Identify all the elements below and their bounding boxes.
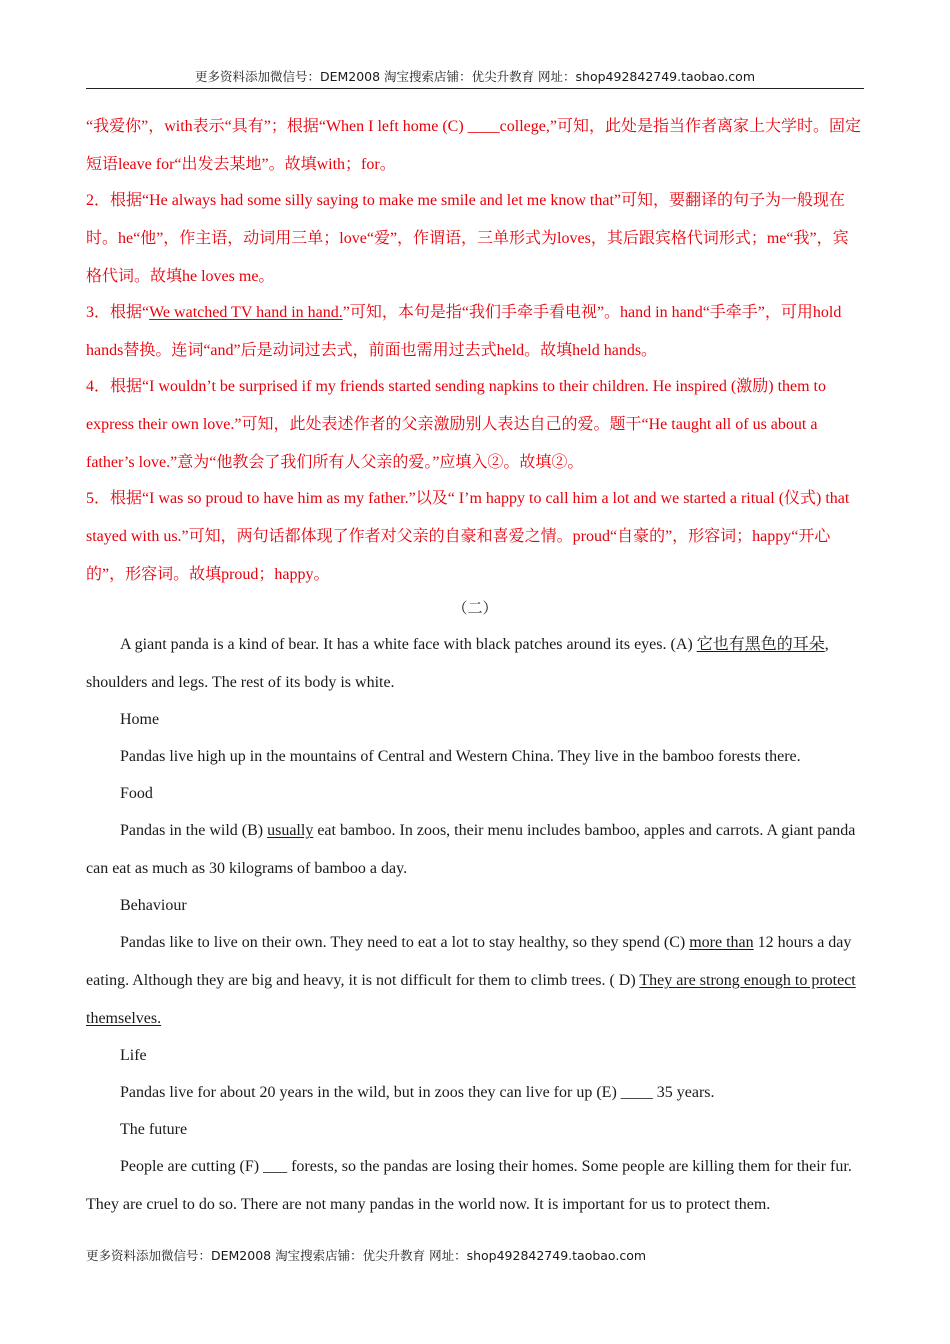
p3-text-a: Pandas in the wild (B) (120, 822, 268, 839)
passage-paragraph-4 (86, 924, 864, 1038)
passage-paragraph-1 (86, 626, 864, 702)
p4-text-a: Pandas like to live on their own. They need to eat a lot to stay healthy, so they spend (C) (120, 934, 690, 951)
answer-1 (86, 108, 864, 184)
section-title: （二） (452, 601, 498, 617)
document-body (86, 108, 864, 1224)
answer-3-explanation: ”可知，本句是指“我们手牵手看电视”。hand in hand“手牵手”，可用hold hands替换。连词“and”后是动词过去式，前面也需用过去式held。故填held hands。 (86, 304, 842, 359)
page-header (86, 68, 864, 89)
answer-3 (86, 294, 864, 370)
heading-home: Home (120, 711, 160, 728)
answer-5: 5．根据“I was so proud to have him as my father.”以及“ I’m happy to call him a lot and we started a ritual (仪式) that stayed with us.”可知，两句话都体现了作者对父亲的自豪和喜爱之情。proud“自豪的”，形容词；happy“开心的”，形容词。故填proud；happy。 (86, 490, 850, 583)
page-footer (86, 1247, 864, 1265)
header-text: 更多资料添加微信号：DEM2008 淘宝搜索店铺：优尖升教育 网址：shop492842749.taobao.com (194, 69, 756, 84)
answer-1-line-1: “我爱你”，with表示“具有”；根据“When I left home (C) ____college,”可知，此处是指当作者离家上大 (86, 118, 781, 135)
blank-b-underlined: usually (267, 822, 314, 839)
blank-a-underlined: 它也有黑色的耳朵 (696, 636, 825, 653)
blank-c-underlined: more than (689, 934, 754, 951)
answer-3-prefix: 3．根据“ (86, 304, 150, 321)
p1-text-b: , shoulders and legs. The rest of its body is white. (86, 636, 829, 691)
answer-4: 4．根据“I wouldn’t be surprised if my friends started sending napkins to their children. He inspired (激励) them to express their own love.”可知，此处表述作者的父亲激励别人表达自己的爱。题干“He taught all of us about a father’s love.”意为“他教会了我们所有人父亲的爱。”应填入②。故填②。 (86, 378, 827, 471)
p1-text-a: A giant panda is a kind of bear. It has a white face with black patches around its eyes. (A) (120, 636, 697, 653)
passage-paragraph-6: People are cutting (F) ___ forests, so the pandas are losing their homes. Some people are killing them for their fur. They are cruel to do so. There are not many pandas in the world now. It is important for us to protect them. (86, 1158, 852, 1213)
heading-food: Food (120, 785, 153, 802)
heading-life: Life (120, 1047, 147, 1064)
passage-paragraph-2: Pandas live high up in the mountains of Central and Western China. They live in the bamboo forests there. (120, 748, 801, 765)
p4-text-b: 12 hours a day eating. Although they are big and heavy, it is not difficult for them to climb trees. ( D) (86, 934, 852, 989)
answer-3-quote: We watched TV hand in hand. (149, 304, 343, 321)
passage-paragraph-3 (86, 812, 864, 888)
answer-2: 2．根据“He always had some silly saying to make me smile and let me know that”可知，要翻译的句子为一般现在时。he“他”，作主语，动词用三单；love“爱”，作谓语，三单形式为loves，其后跟宾格代词形式；me“我”，宾格代词。故填he loves me。 (86, 192, 849, 285)
blank-d-underlined: They are strong enough to protect themselves. (86, 972, 856, 1027)
footer-text: 更多资料添加微信号：DEM2008 淘宝搜索店铺：优尖升教育 网址：shop492842749.taobao.com (86, 1248, 647, 1263)
heading-future: The future (120, 1121, 188, 1138)
passage-paragraph-5: Pandas live for about 20 years in the wild, but in zoos they can live for up (E) ____ 35 years. (120, 1084, 715, 1101)
answer-1-line-2: 学时。固定短语leave for“出发去某地”。故填with；for。 (86, 118, 861, 173)
heading-behaviour: Behaviour (120, 897, 187, 914)
p3-text-b: eat bamboo. In zoos, their menu includes bamboo, apples and carrots. A giant panda can eat as much as 30 kilograms of bamboo a day. (86, 822, 856, 877)
